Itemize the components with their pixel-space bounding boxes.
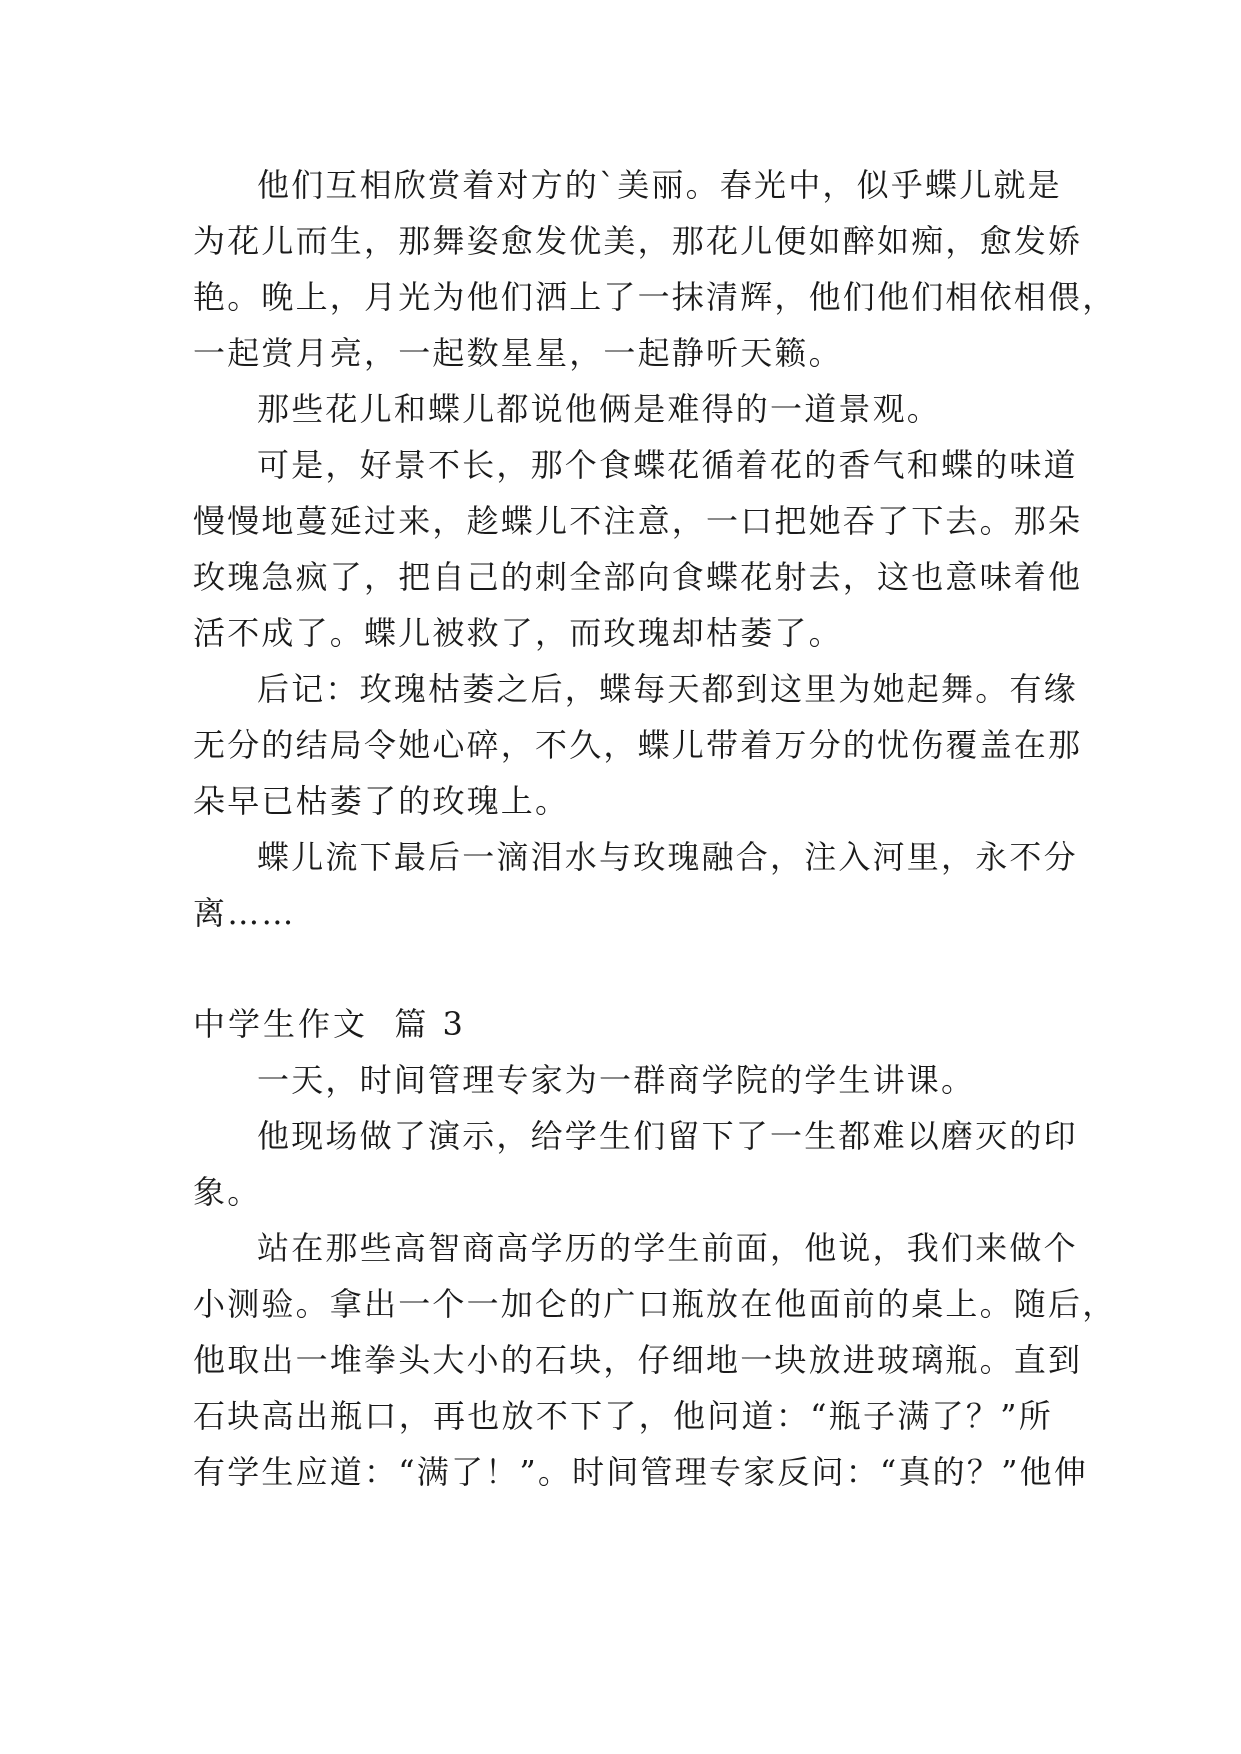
paragraph-line: 他们互相欣赏着对方的`美丽。春光中，似乎蝶儿就是 <box>257 166 1062 204</box>
paragraph-line: 他取出一堆拳头大小的石块，仔细地一块放进玻璃瓶。直到 <box>193 1341 1083 1379</box>
paragraph-line: 离…… <box>193 894 296 932</box>
paragraph-line: 活不成了。蝶儿被救了，而玫瑰却枯萎了。 <box>193 614 843 652</box>
paragraph-line: 一天，时间管理专家为一群商学院的学生讲课。 <box>257 1061 976 1099</box>
paragraph-line: 慢慢地蔓延过来，趁蝶儿不注意，一口把她吞了下去。那朵 <box>193 502 1083 540</box>
section-title: 中学生作文 篇 3 <box>193 1005 466 1043</box>
paragraph-line: 小测验。拿出一个一加仑的广口瓶放在他面前的桌上。随后， <box>193 1285 1117 1323</box>
paragraph-line: 艳。晚上，月光为他们洒上了一抹清辉，他们他们相依相偎， <box>193 278 1117 316</box>
paragraph-line: 象。 <box>193 1173 262 1211</box>
paragraph-line: 后记：玫瑰枯萎之后，蝶每天都到这里为她起舞。有缘 <box>257 670 1078 708</box>
paragraph-line: 有学生应道：“满了！”。时间管理专家反问：“真的？”他伸 <box>193 1453 1089 1491</box>
paragraph-line: 无分的结局令她心碎，不久，蝶儿带着万分的忧伤覆盖在那 <box>193 726 1083 764</box>
paragraph-line: 那些花儿和蝶儿都说他俩是难得的一道景观。 <box>257 390 942 428</box>
paragraph-line: 可是，好景不长，那个食蝶花循着花的香气和蝶的味道 <box>257 446 1078 484</box>
paragraph-line: 石块高出瓶口，再也放不下了，他问道：“瓶子满了？”所 <box>193 1397 1053 1435</box>
paragraph-line: 他现场做了演示，给学生们留下了一生都难以磨灭的印 <box>257 1117 1078 1155</box>
paragraph-line: 为花儿而生，那舞姿愈发优美，那花儿便如醉如痴，愈发娇 <box>193 222 1083 260</box>
paragraph-line: 蝶儿流下最后一滴泪水与玫瑰融合，注入河里，永不分 <box>257 838 1078 876</box>
paragraph-line: 一起赏月亮，一起数星星，一起静听天籁。 <box>193 334 843 372</box>
paragraph-line: 站在那些高智商高学历的学生前面，他说，我们来做个 <box>257 1229 1078 1267</box>
paragraph-line: 玫瑰急疯了，把自己的刺全部向食蝶花射去，这也意味着他 <box>193 558 1083 596</box>
paragraph-line: 朵早已枯萎了的玫瑰上。 <box>193 782 570 820</box>
